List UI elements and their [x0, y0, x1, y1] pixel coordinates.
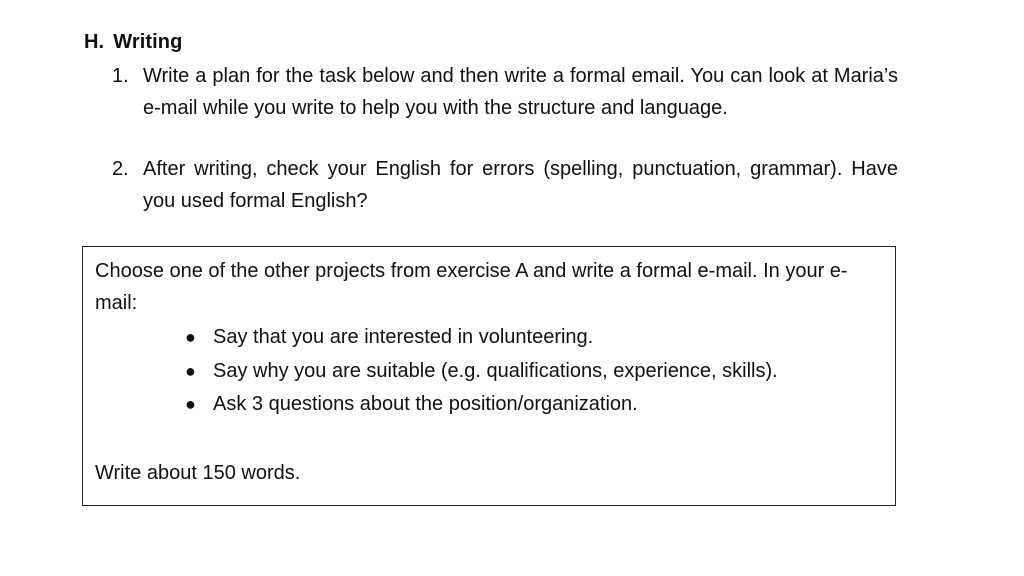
task-bullet-item: [185, 390, 778, 424]
instruction-number: 2.: [112, 158, 129, 180]
instruction-item-2: [112, 153, 898, 217]
instruction-number: 1.: [112, 65, 129, 87]
section-letter: H.: [84, 31, 105, 53]
instruction-text: After writing, check your English for errors (spelling, punctuation, grammar). Have you used formal English?: [143, 158, 898, 212]
task-bullet-item: [185, 323, 778, 357]
bullet-icon: ●: [185, 327, 196, 347]
task-bullet-text: Say that you are interested in volunteering.: [213, 326, 594, 348]
bullet-icon: ●: [185, 360, 196, 381]
section-title: Writing: [113, 31, 183, 53]
task-bullet-text: Ask 3 questions about the position/organization.: [213, 393, 638, 415]
task-footer: Write about 150 words.: [95, 462, 301, 484]
instruction-text: Write a plan for the task below and then write a formal email. You can look at Maria’s e-mail while you write to help you with the structure and language.: [143, 65, 898, 119]
bullet-icon: ●: [185, 394, 196, 414]
task-box: [82, 246, 896, 506]
task-intro: Choose one of the other projects from exercise A and write a formal e-mail. In your e-mail:: [95, 260, 848, 314]
task-bullet-text: Say why you are suitable (e.g. qualifications, experience, skills).: [213, 359, 778, 382]
task-bullet-item: [185, 357, 778, 391]
instruction-item-1: [112, 60, 898, 124]
task-bullet-list: [185, 323, 778, 424]
section-heading: [84, 31, 182, 54]
